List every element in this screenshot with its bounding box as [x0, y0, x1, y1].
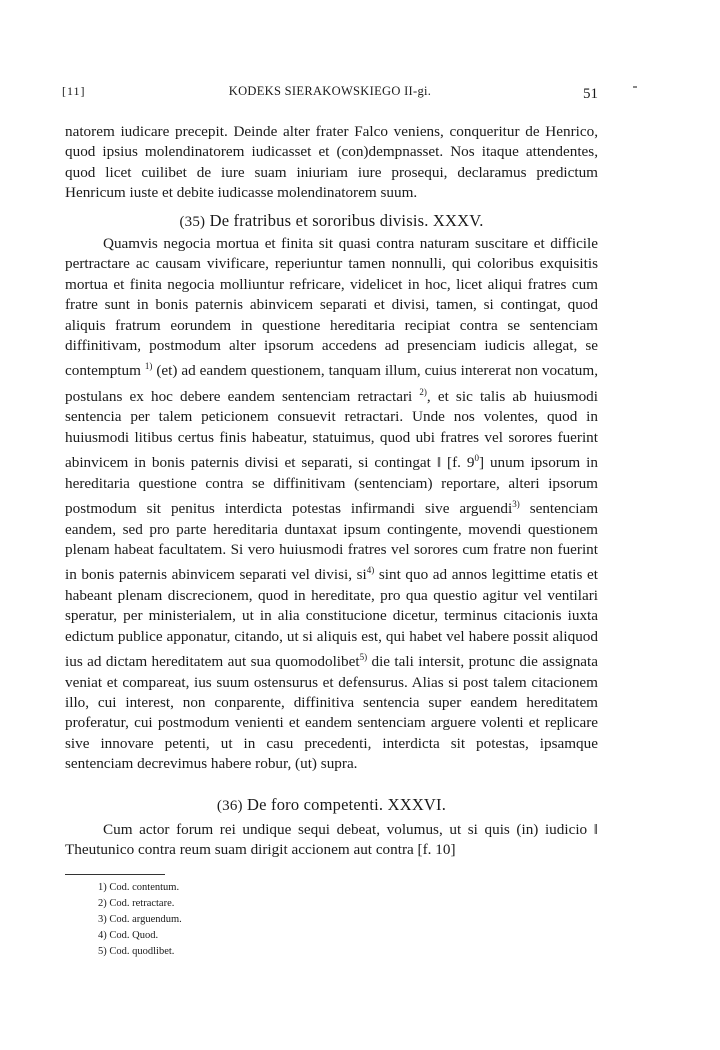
text-run: sint quo ad annos legittime etatis et habeant plenam discrecionem, quod in hereditate, pro qua questio agitur vel ventilari speratur, per ministerialem, ut in alia constitucione dicetur, terminus citacionis iuxta edictum publice apponatur, citando, ut si aliquis est, qui habet vel habere possit aliquod ius ad dictam hereditatem aut sua quomodolibet	[65, 566, 598, 671]
paragraph-text: Cum actor forum rei undique sequi debeat, volumus, ut si quis (in) iudicio ‖ Theutunico contra reum suam dirigit accionem aut contra [f. 10]	[65, 821, 598, 859]
footnote	[98, 944, 182, 960]
footnote-ref: 1)	[144, 361, 153, 372]
paragraph-text	[65, 234, 598, 775]
footnote-ref: 4)	[366, 565, 375, 576]
section-heading-36	[65, 795, 598, 816]
footnote-ref: 5)	[359, 652, 368, 663]
folio-superscript: 0	[474, 453, 479, 464]
running-title: KODEKS SIERAKOWSKIEGO II-gi.	[228, 84, 432, 98]
text-run: die tali intersit, protunc die assignata veniat et compareat, ius suum ostensurus et defensurus. Alias si post talem citacionem illo, cui interest, non conparente, diffinitiva sentencia super eandem hereditatem proferatur, cui postmodum venienti et eandem sentenciam arguere volenti et replicare sive innovare petenti, ut in casu precedenti, interdicta sit potestas, ipsamque sentenciam decrevimus habere robur, (ut) supra.	[65, 653, 598, 773]
footnote-text: Cod. retractare.	[109, 898, 175, 909]
text-run: Quamvis negocia mortua et finita sit quasi contra naturam suscitare et difficile pertractare ac causam vivificare, reperiuntur tamen nonnulli, qui coloribus exquisitis mortua et finita negocia molliuntur refricare, videlicet in hoc, licet aliqui fratres cum fratre sunt in bonis paternis abinvicem separati et divisi, tamen, si contingat, quod aliquis fratrum eorundem in questione hereditaria recipiat contra se sentenciam diffinitivam, postmodum alter ipsorum accedens ad presenciam iudicis allegat, se contemptum	[65, 235, 598, 380]
page-number: 51	[583, 86, 598, 102]
section-35-body	[65, 234, 598, 775]
scan-mark	[633, 86, 637, 88]
footnotes	[98, 880, 182, 960]
footnote-mark: 4)	[98, 930, 107, 941]
footnote-mark: 5)	[98, 946, 107, 957]
footnote-text: Cod. Quod.	[109, 930, 159, 941]
footnote-mark: 1)	[98, 882, 107, 893]
footnote	[98, 880, 182, 896]
footnote	[98, 912, 182, 928]
section-heading-title: De foro competenti. XXXVI.	[247, 795, 447, 814]
footnote	[98, 896, 182, 912]
footnote-mark: 2)	[98, 898, 107, 909]
page-header	[62, 82, 598, 104]
footnote-ref: 2)	[419, 386, 427, 397]
footnote-text: Cod. quodlibet.	[109, 946, 175, 957]
footnote-separator	[65, 874, 165, 875]
section-heading-number: (36)	[216, 798, 243, 814]
footnote-ref: 3)	[512, 499, 520, 510]
section-heading-number: (35)	[179, 214, 206, 230]
section-number: [11]	[62, 84, 86, 98]
text-run: , et sic talis ab huiusmodi sentencia per talem peticionem consuevit retractari. Unde nos volentes, quod in huiusmodi litibus certus finis habeatur, statuimus, quod ubi fratres vel sorores fuerint abinvicem in bonis paternis divisi et separati, si contingat ‖ [f. 9	[65, 387, 598, 472]
text-run: (et) ad eandem questionem, tanquam illum, cuius intererat non vocatum, postulans ex hoc debere eandem sentenciam retractari	[65, 362, 599, 405]
section-heading-35	[65, 211, 598, 232]
section-36-body	[65, 820, 598, 861]
section-heading-title: De fratribus et sororibus divisis. XXXV.	[209, 211, 484, 230]
text-run: ] unum ipsorum in hereditaria questione contra se diffinitivam (sentenciam) reportare, alteri ipsorum postmodum sit penitus interdicta potestas infirmandi sive arguendi	[65, 454, 598, 518]
footnote-text: Cod. arguendum.	[109, 914, 182, 925]
paragraph-continuation	[65, 122, 598, 204]
footnote-mark: 3)	[98, 914, 107, 925]
text-run: sentenciam eandem, sed pro parte hereditaria duntaxat ipsum contingente, movendi questionem plenam habeat facultatem. Si vero huiusmodi fratres vel sorores cum fratre non fuerint in bonis paternis abinvicem separati vel divisi, si	[65, 500, 599, 584]
footnote	[98, 928, 182, 944]
footnote-text: Cod. contentum.	[109, 882, 180, 893]
paragraph-text: natorem iudicare precepit. Deinde alter frater Falco veniens, conqueritur de Henrico, quod ipsius molendinatorem iudicasset et (con)dempnasset. Nos itaque attendentes, quod licet cuilibet de iure suam iniuriam iure prosequi, declaramus predictum Henricum iuste et debite iudicasse molendinatorem suum.	[65, 123, 598, 202]
